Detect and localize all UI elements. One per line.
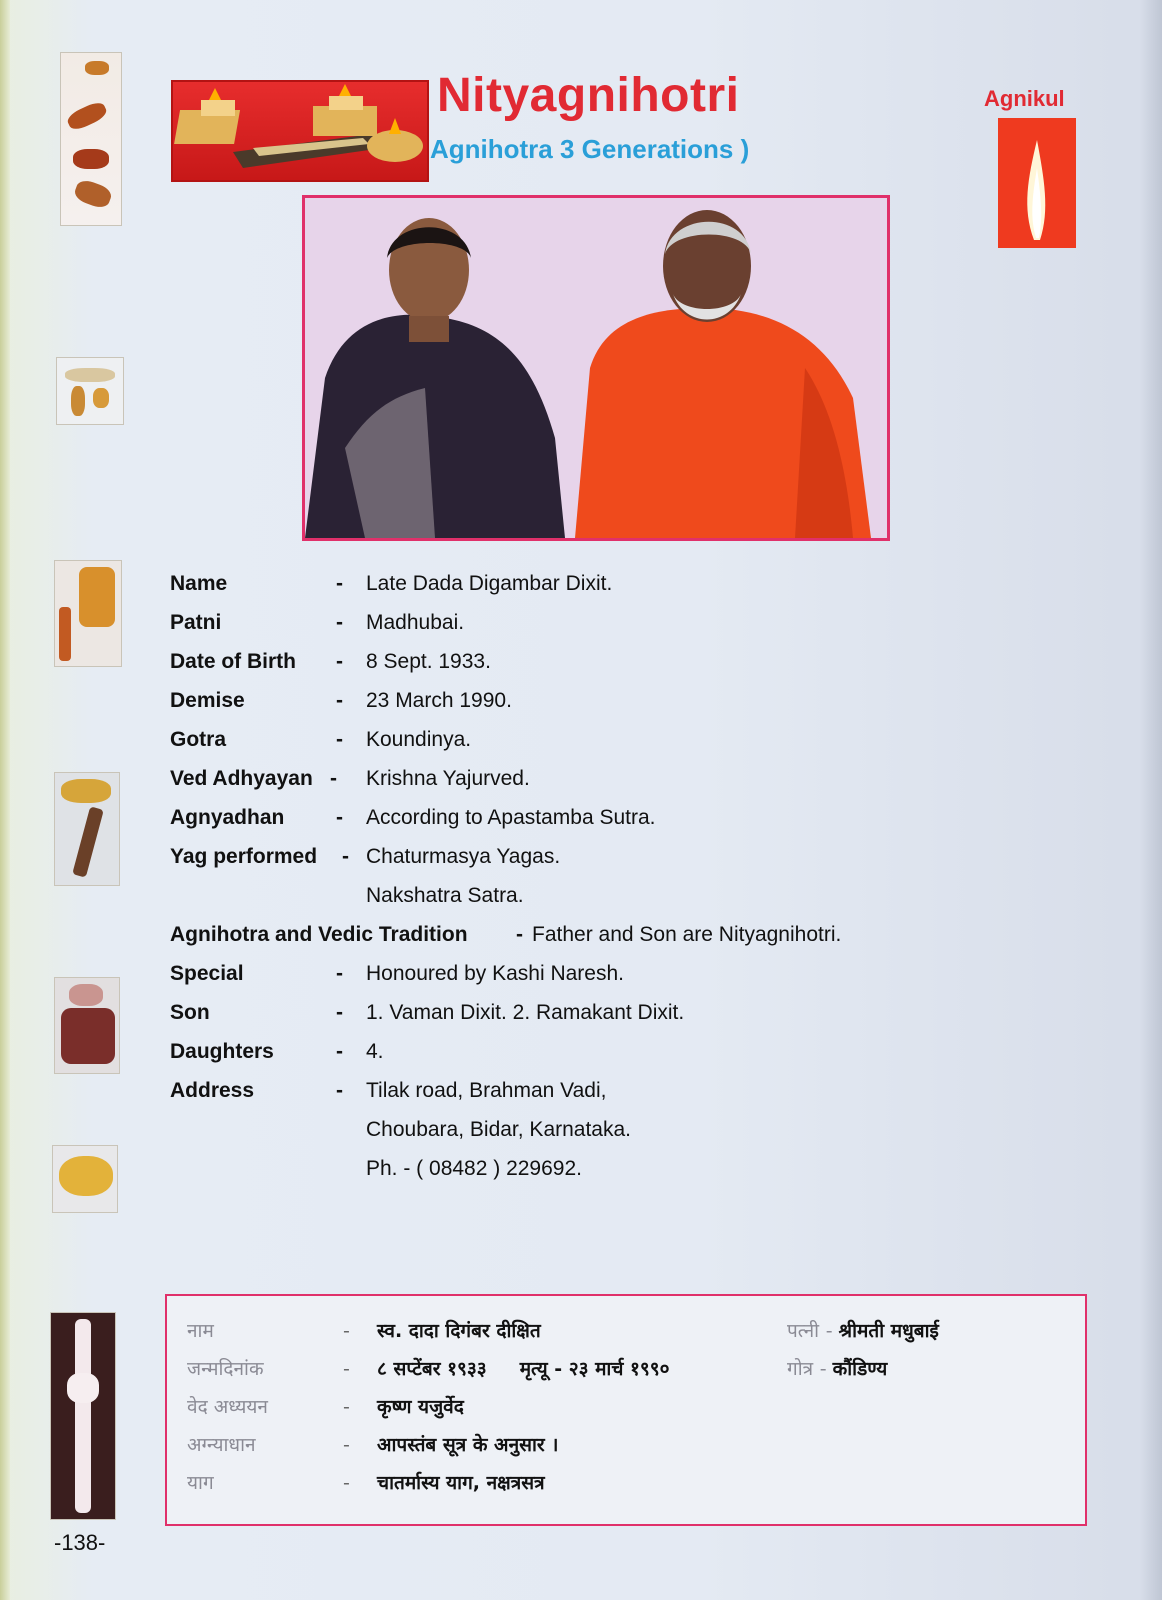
clan-label: Agnikul	[984, 86, 1065, 111]
hindi-summary-box	[165, 1294, 1087, 1526]
detail-label: Gotra	[170, 728, 227, 751]
detail-label: Agnyadhan	[170, 806, 285, 829]
detail-label: Date of Birth	[170, 650, 296, 673]
detail-separator: -	[516, 923, 523, 946]
hindi-value: चातर्मास्य याग, नक्षत्रसत्र	[377, 1472, 545, 1494]
hindi-value: स्व. दादा दिगंबर दीक्षित	[377, 1320, 541, 1342]
detail-value: Nakshatra Satra.	[366, 884, 524, 907]
detail-separator: -	[336, 1001, 343, 1024]
cake-thumbnail	[54, 977, 120, 1074]
detail-value: Ph. - ( 08482 ) 229692.	[366, 1157, 582, 1180]
detail-value: Father and Son are Nityagnihotri.	[532, 923, 842, 946]
hindi-separator: -	[343, 1358, 350, 1380]
ritual-implements-thumbnail	[60, 52, 122, 226]
hindi-separator: -	[343, 1472, 350, 1494]
page-number: -138-	[54, 1530, 106, 1555]
page-left-edge	[0, 0, 10, 1600]
detail-label: Agnihotra and Vedic Tradition	[170, 923, 468, 946]
detail-separator: -	[336, 962, 343, 985]
hindi-separator: -	[343, 1396, 350, 1418]
detail-separator: -	[336, 1040, 343, 1063]
hindi-label: नाम	[187, 1320, 214, 1342]
detail-value: 4.	[366, 1040, 384, 1063]
detail-label: Daughters	[170, 1040, 274, 1063]
hindi-separator: -	[819, 1358, 833, 1380]
hindi-separator: -	[825, 1320, 839, 1342]
hindi-value: ८ सप्टेंबर १९३३ मृत्यू - २३ मार्च १९९०	[377, 1358, 670, 1380]
hindi-label: वेद अध्ययन	[187, 1396, 268, 1418]
mortar-thumbnail	[54, 560, 122, 667]
detail-separator: -	[336, 689, 343, 712]
page-subtitle: Agnihotra 3 Generations )	[430, 134, 750, 164]
page-title: Nityagnihotri	[437, 69, 740, 122]
detail-separator: -	[336, 572, 343, 595]
detail-separator: -	[342, 845, 349, 868]
detail-value: Honoured by Kashi Naresh.	[366, 962, 624, 985]
detail-value: 8 Sept. 1933.	[366, 650, 491, 673]
detail-label: Name	[170, 572, 228, 595]
detail-label: Demise	[170, 689, 245, 712]
detail-separator: -	[330, 767, 337, 790]
hindi-separator: -	[343, 1320, 350, 1342]
detail-value: 1. Vaman Dixit. 2. Ramakant Dixit.	[366, 1001, 685, 1024]
detail-label: Address	[170, 1079, 255, 1102]
hindi-separator: -	[343, 1434, 350, 1456]
detail-label: Special	[170, 962, 244, 985]
detail-label: Ved Adhyayan	[170, 767, 313, 790]
detail-value: According to Apastamba Sutra.	[366, 806, 656, 829]
detail-value: Krishna Yajurved.	[366, 767, 530, 790]
detail-value: Late Dada Digambar Dixit.	[366, 572, 613, 595]
hindi-right-entry	[787, 1352, 887, 1386]
hindi-value: आपस्तंब सूत्र के अनुसार ।	[377, 1434, 559, 1456]
bundle-thumbnail	[54, 772, 120, 886]
detail-separator: -	[336, 806, 343, 829]
detail-separator: -	[336, 728, 343, 751]
spoon-thumbnail	[52, 1145, 118, 1213]
detail-label: Son	[170, 1001, 210, 1024]
couple-photo	[302, 195, 890, 541]
detail-label: Yag performed	[170, 845, 318, 868]
hindi-label: अग्न्याधान	[187, 1434, 256, 1456]
couple-photo-illustration	[305, 198, 887, 538]
detail-value: 23 March 1990.	[366, 689, 512, 712]
page-right-shadow	[1140, 0, 1162, 1600]
hindi-right-label: पत्नी	[787, 1320, 820, 1342]
detail-label: Patni	[170, 611, 222, 634]
carved-stick-thumbnail	[50, 1312, 116, 1520]
fire-altar-banner	[171, 80, 429, 182]
hindi-right-value: श्रीमती मधुबाई	[838, 1320, 939, 1342]
hindi-label: याग	[187, 1472, 214, 1494]
detail-value: Madhubai.	[366, 611, 465, 634]
detail-value: Choubara, Bidar, Karnataka.	[366, 1118, 632, 1141]
detail-value: Chaturmasya Yagas.	[366, 845, 561, 868]
hindi-right-label: गोत्र	[787, 1358, 814, 1380]
detail-separator: -	[336, 1079, 343, 1102]
hindi-right-value: कौंडिण्य	[832, 1358, 888, 1380]
hindi-label: जन्मदिनांक	[187, 1358, 264, 1380]
flame-icon	[998, 118, 1076, 248]
detail-value: Koundinya.	[366, 728, 472, 751]
fire-altars-icon	[173, 82, 427, 180]
flame-emblem	[998, 118, 1076, 248]
hindi-value: कृष्ण यजुर्वेद	[377, 1396, 464, 1418]
detail-separator: -	[336, 611, 343, 634]
ladle-thumbnail	[56, 357, 124, 425]
detail-separator: -	[336, 650, 343, 673]
hindi-right-entry	[787, 1314, 939, 1348]
detail-value: Tilak road, Brahman Vadi,	[366, 1079, 607, 1102]
